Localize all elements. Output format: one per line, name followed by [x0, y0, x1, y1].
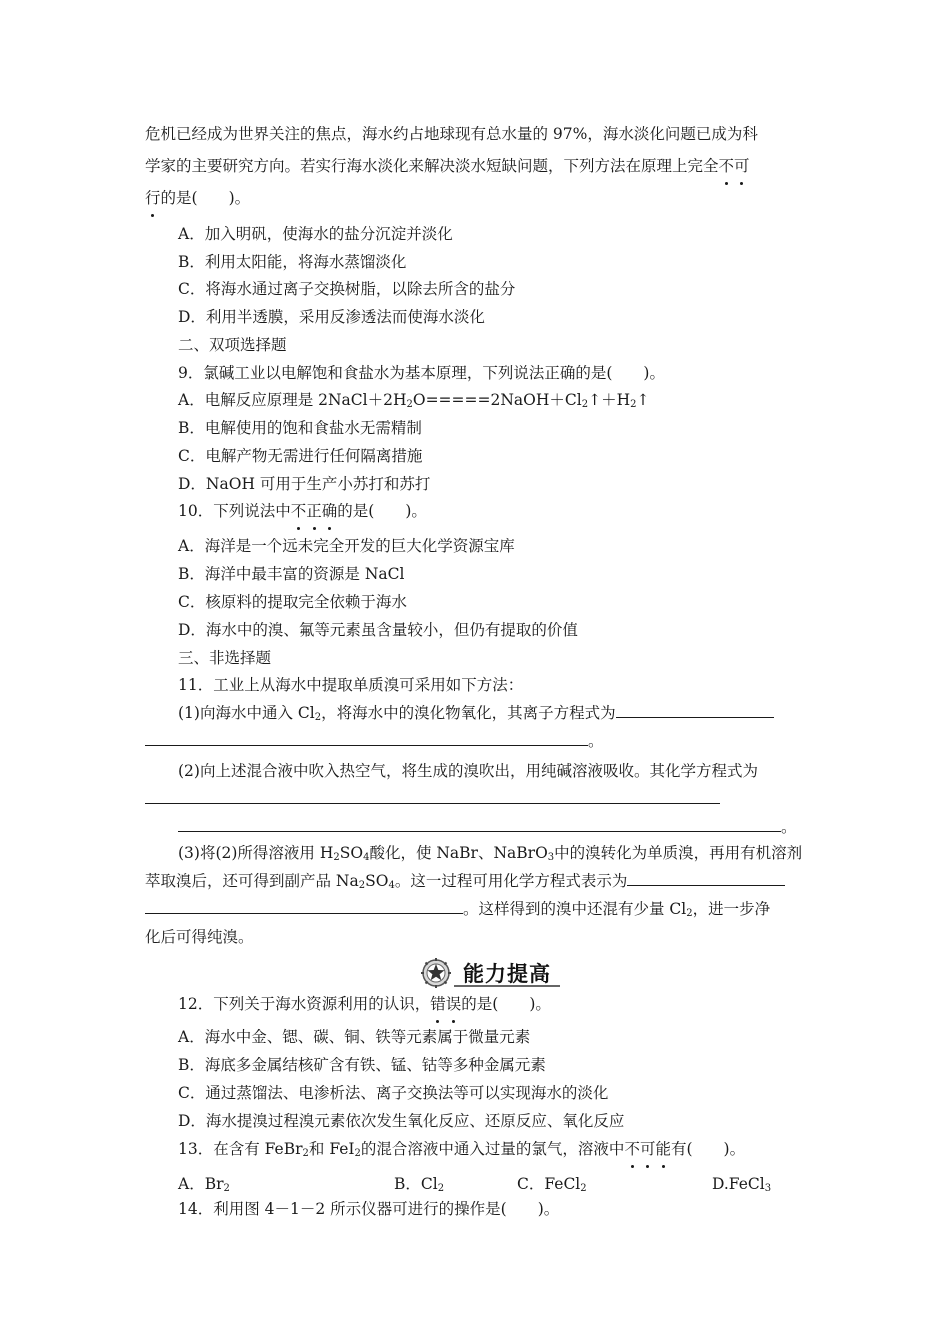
emphasis-char: 错: [430, 992, 446, 1016]
answer-blank[interactable]: [627, 869, 785, 886]
answer-blank[interactable]: [145, 787, 720, 804]
emphasis-char: 能: [655, 1137, 671, 1161]
text-line: 行的是( )。: [145, 186, 250, 210]
question-stem: 12．下列关于海水资源利用的认识，错误的是( )。: [178, 992, 551, 1016]
sub-question: (2)向上述混合液中吹入热空气，将生成的溴吹出，用纯碱溶液吸收。其化学方程式为: [178, 762, 758, 780]
option-b: B．海洋中最丰富的资源是 NaCl: [178, 565, 405, 583]
option-b: B．海底多金属结核矿含有铁、锰、钴等多种金属元素: [178, 1056, 546, 1074]
emphasis-char: 确: [322, 499, 338, 523]
text-line: 化后可得纯溴。: [145, 928, 254, 946]
option-c: C．将海水通过离子交换树脂，以除去所含的盐分: [178, 280, 516, 298]
option-a: A．海洋是一个远未完全开发的巨大化学资源宝库: [178, 537, 515, 555]
question-stem: 10．下列说法中不正确的是( )。: [178, 499, 427, 523]
option-c: C．核原料的提取完全依赖于海水: [178, 593, 407, 611]
option-a: A．电解反应原理是 $2NaCl+2H_2O=====2NaOH+Cl_2↑+H_2↑$: [178, 391, 650, 410]
answer-line: 。: [178, 815, 797, 839]
question-stem: 13．在含有 FeBr$_2$和 FeI$_2$的混合溶液中通入过量的氯气，溶液中不可能有( )。: [178, 1137, 745, 1166]
option-c: C．通过蒸馏法、电渗析法、离子交换法等可以实现海水的淡化: [178, 1084, 609, 1102]
text-line: 危机已经成为世界关注的焦点，海水约占地球现有总水量的 97%，海水淡化问题已成为科: [145, 125, 758, 143]
answer-blank[interactable]: [145, 897, 463, 914]
sub-question: (3)将(2)所得溶液用 $H_2SO_4$酸化，使 NaBr、NaBrO$_3$中的溴转化为单质溴，再用有机溶剂: [178, 844, 803, 863]
answer-blank[interactable]: [145, 729, 588, 746]
option-d: D．利用半透膜，采用反渗透法而使海水淡化: [178, 308, 485, 326]
emphasis-char: 误: [446, 992, 462, 1016]
answer-blank[interactable]: [178, 815, 781, 832]
option-c: C．FeCl$_2$: [517, 1175, 587, 1194]
emphasis-char: 不: [624, 1137, 640, 1161]
emphasis-char: 不: [719, 154, 735, 178]
answer-line: [145, 787, 720, 811]
gear-star-icon: [421, 958, 451, 988]
option-b: B．电解使用的饱和食盐水无需精制: [178, 419, 422, 437]
answer-line: 。: [145, 729, 604, 753]
emphasis-char: 不: [291, 499, 307, 523]
text-line: 学家的主要研究方向。若实行海水淡化来解决淡水短缺问题，下列方法在原理上完全不可: [145, 154, 750, 178]
sub-question: (1)向海水中通入 $Cl_2$，将海水中的溴化物氧化，其离子方程式为: [178, 701, 774, 730]
option-d: D．海水中的溴、氟等元素虽含量较小，但仍有提取的价值: [178, 621, 578, 639]
section-heading: 二、双项选择题: [178, 336, 287, 354]
option-d: D.FeCl$_3$: [712, 1175, 772, 1194]
question-stem: 14．利用图 4－1－2 所示仪器可进行的操作是( )。: [178, 1200, 560, 1218]
option-c: C．电解产物无需进行任何隔离措施: [178, 447, 423, 465]
question-stem: 9．氯碱工业以电解饱和食盐水为基本原理，下列说法正确的是( )。: [178, 364, 665, 382]
option-b: B．$Cl_2$: [394, 1175, 445, 1194]
option-b: B．利用太阳能，将海水蒸馏淡化: [178, 253, 407, 271]
emphasis-char: 行: [145, 186, 161, 210]
answer-blank[interactable]: [616, 701, 774, 718]
option-a: A．加入明矾，使海水的盐分沉淀并淡化: [178, 225, 453, 243]
option-a: A．$Br_2$: [178, 1175, 230, 1194]
banner-title: 能力提高: [463, 962, 551, 986]
emphasis-char: 可: [734, 154, 750, 178]
section-heading: 三、非选择题: [178, 649, 272, 667]
option-d: D．NaOH 可用于生产小苏打和苏打: [178, 475, 431, 493]
text-line: 萃取溴后，还可得到副产品 $Na_2SO_4$。这一过程可用化学方程式表示为: [145, 869, 785, 898]
emphasis-char: 可: [640, 1137, 656, 1161]
question-stem: 11．工业上从海水中提取单质溴可采用如下方法：: [178, 676, 524, 694]
option-d: D．海水提溴过程溴元素依次发生氧化反应、还原反应、氧化反应: [178, 1112, 625, 1130]
text-line: 。这样得到的溴中还混有少量 $Cl_2$，进一步净: [145, 897, 770, 926]
emphasis-char: 正: [306, 499, 322, 523]
option-a: A．海水中金、锶、碳、铜、铁等元素属于微量元素: [178, 1028, 531, 1046]
